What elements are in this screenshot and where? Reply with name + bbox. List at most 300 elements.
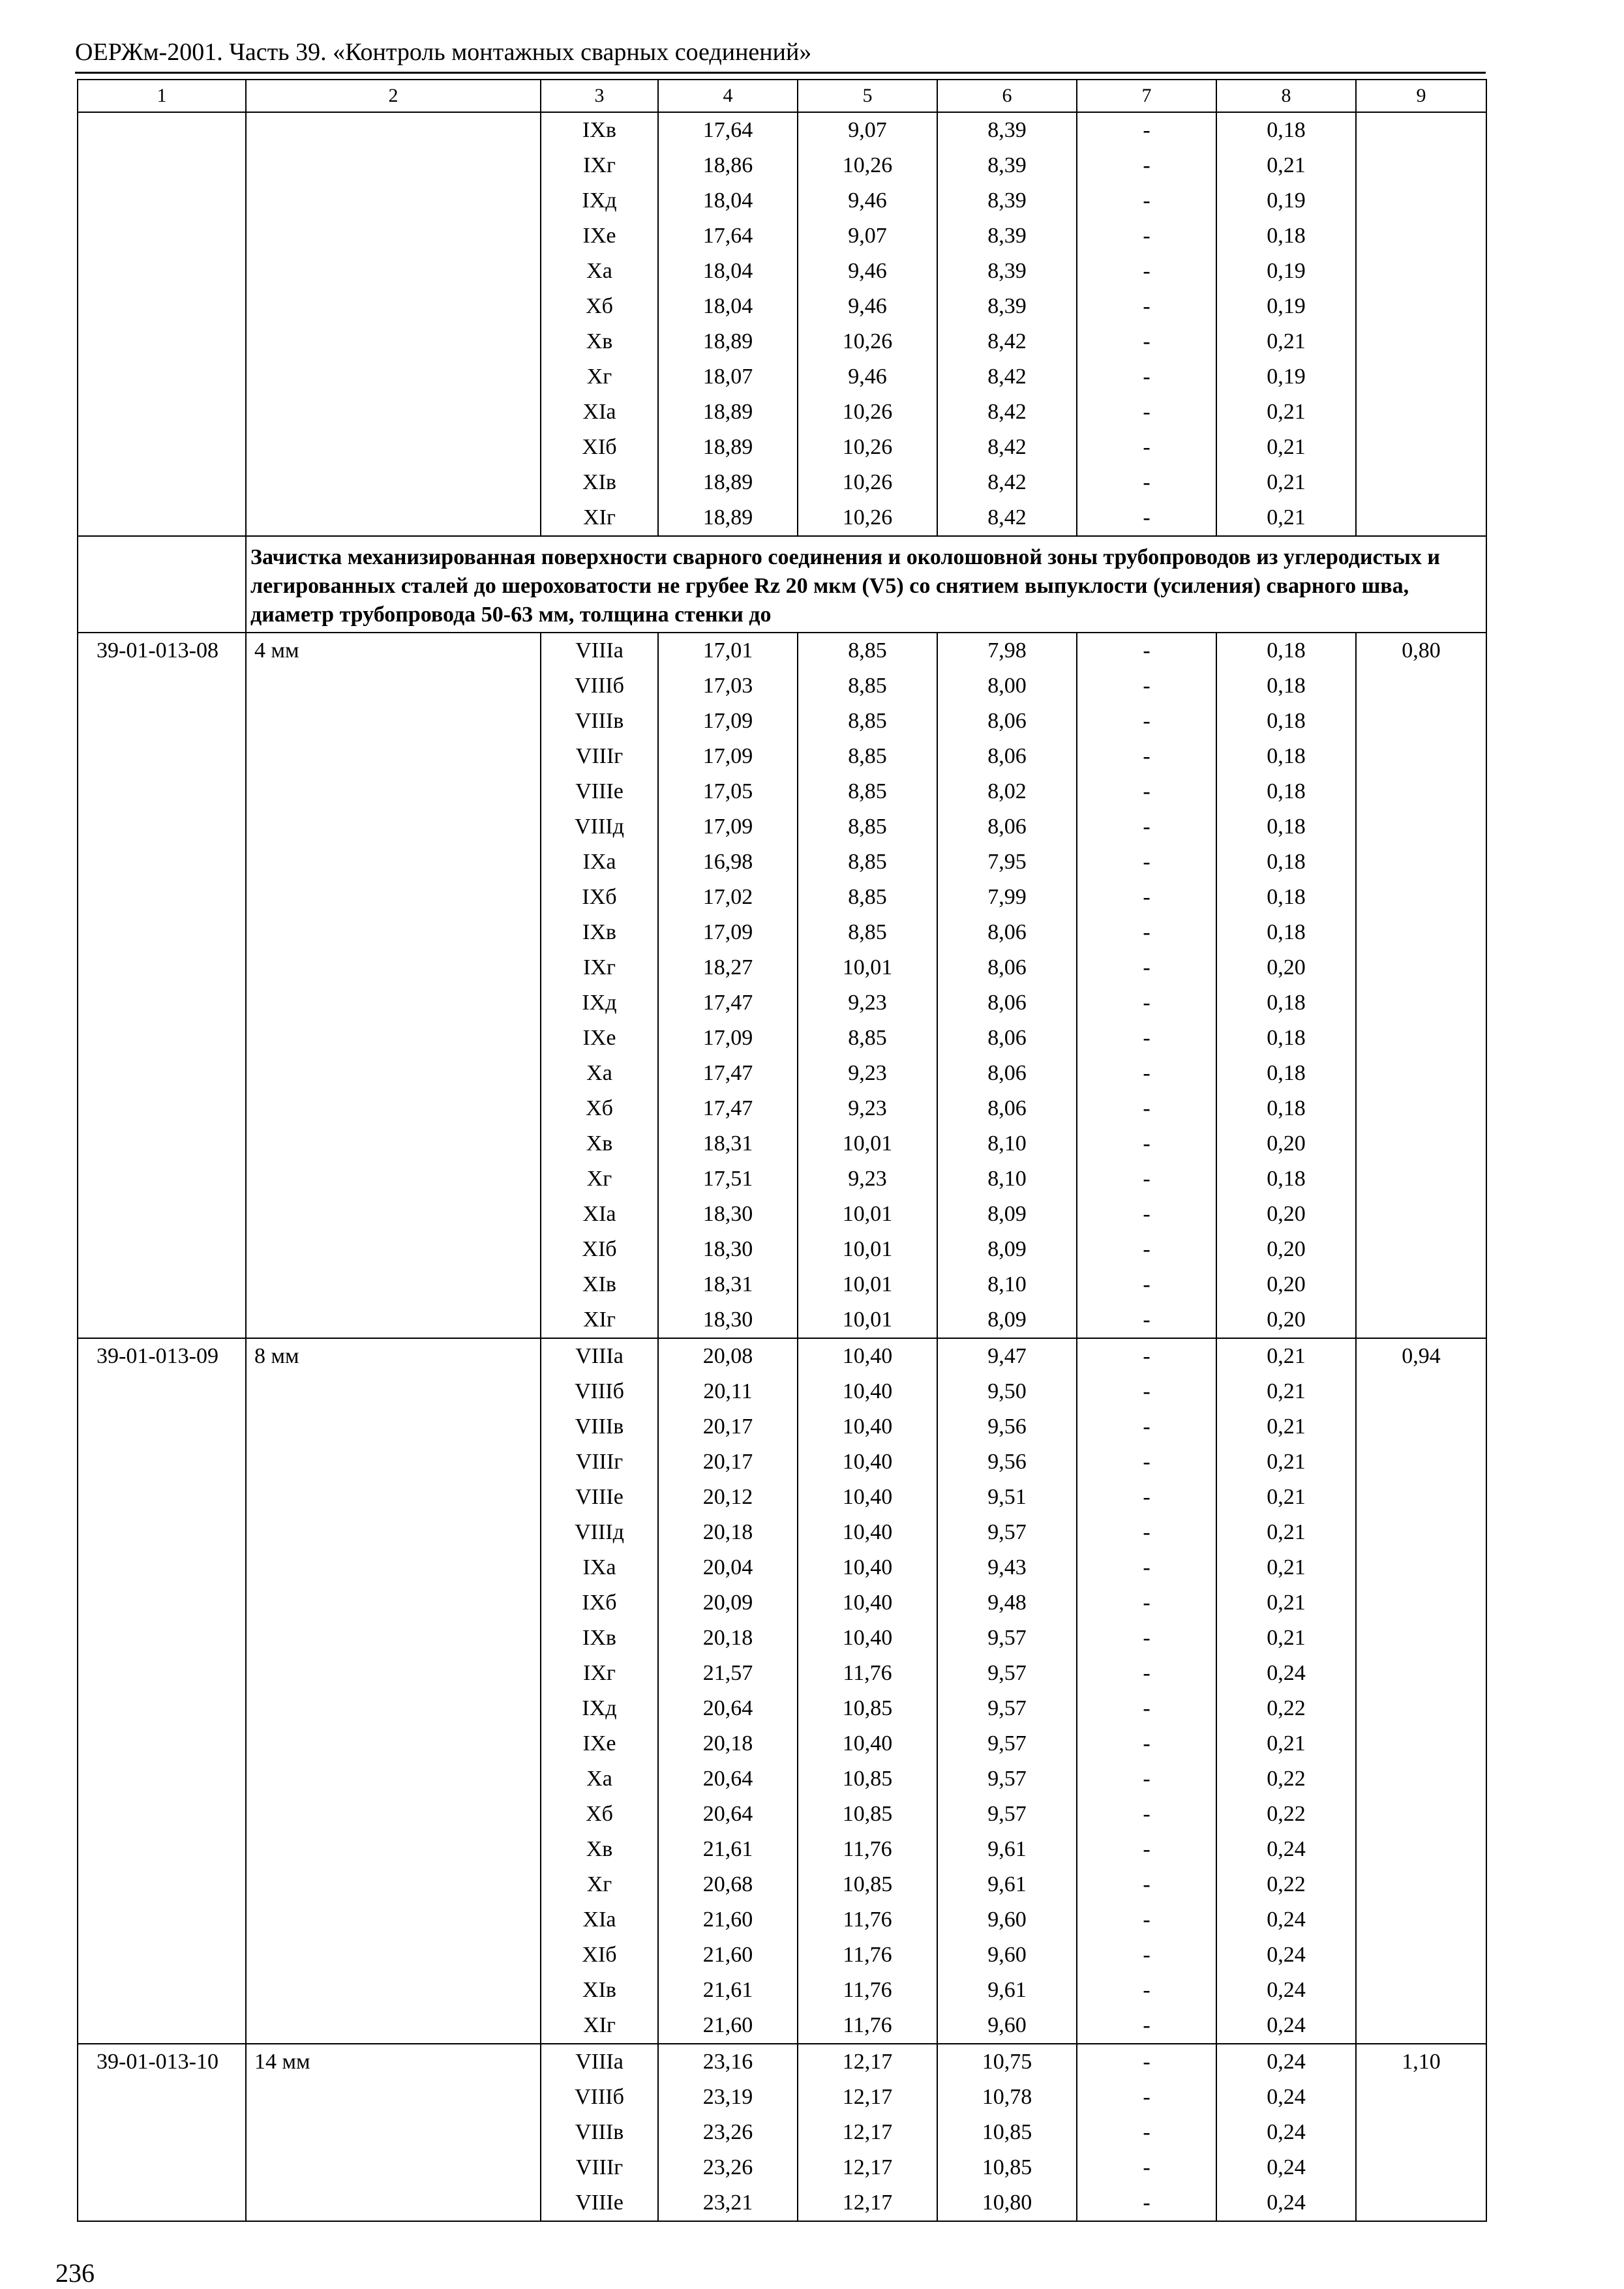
thickness-cell	[246, 218, 541, 254]
value-col4-cell: 20,64	[658, 1691, 798, 1726]
value-col6-cell: 9,51	[937, 1480, 1077, 1515]
code-cell	[78, 1056, 246, 1091]
value-col7-cell: -	[1077, 465, 1216, 500]
value-col7-cell: -	[1077, 1267, 1216, 1302]
column-number: 4	[658, 80, 798, 112]
code-cell	[78, 1797, 246, 1832]
value-col6-cell: 9,57	[937, 1621, 1077, 1656]
thickness-cell	[246, 1409, 541, 1444]
rates-table	[77, 79, 1487, 2222]
value-col4-cell: 18,89	[658, 430, 798, 465]
row-class-cell: XIa	[541, 1197, 658, 1232]
row-class-cell: XIг	[541, 2008, 658, 2044]
code-cell	[78, 112, 246, 148]
code-cell	[78, 1761, 246, 1797]
table-row	[78, 1197, 1486, 1232]
col9-cell	[1356, 1515, 1486, 1550]
value-col4-cell: 17,03	[658, 668, 798, 704]
value-col5-cell: 11,76	[798, 1937, 937, 1973]
table-row	[78, 809, 1486, 845]
value-col4-cell: 17,05	[658, 774, 798, 809]
value-col6-cell: 8,42	[937, 395, 1077, 430]
thickness-cell	[246, 2185, 541, 2221]
value-col4-cell: 20,68	[658, 1867, 798, 1902]
thickness-cell	[246, 1161, 541, 1197]
value-col4-cell: 17,51	[658, 1161, 798, 1197]
value-col5-cell: 10,40	[798, 1621, 937, 1656]
col9-cell	[1356, 880, 1486, 915]
table-row	[78, 1761, 1486, 1797]
code-cell	[78, 809, 246, 845]
table-row	[78, 1515, 1486, 1550]
value-col8-cell: 0,24	[1216, 1902, 1356, 1937]
row-class-cell: IXд	[541, 985, 658, 1021]
value-col4-cell: 18,86	[658, 148, 798, 183]
row-class-cell: VIIIa	[541, 633, 658, 668]
value-col6-cell: 9,61	[937, 1973, 1077, 2008]
thickness-cell	[246, 1550, 541, 1585]
table-row	[78, 1902, 1486, 1937]
header-rule	[75, 72, 1486, 74]
thickness-cell	[246, 1374, 541, 1409]
value-col7-cell: -	[1077, 1797, 1216, 1832]
value-col5-cell: 12,17	[798, 2150, 937, 2185]
value-col4-cell: 20,04	[658, 1550, 798, 1585]
thickness-cell	[246, 1691, 541, 1726]
thickness-cell: 8 мм	[246, 1338, 541, 1374]
value-col4-cell: 17,09	[658, 809, 798, 845]
value-col6-cell: 10,85	[937, 2150, 1077, 2185]
value-col4-cell: 17,47	[658, 1091, 798, 1126]
value-col4-cell: 17,02	[658, 880, 798, 915]
code-cell	[78, 183, 246, 218]
value-col6-cell: 8,10	[937, 1161, 1077, 1197]
value-col6-cell: 7,99	[937, 880, 1077, 915]
value-col7-cell: -	[1077, 1621, 1216, 1656]
value-col8-cell: 0,21	[1216, 1338, 1356, 1374]
value-col8-cell: 0,24	[1216, 2115, 1356, 2150]
table-row	[78, 465, 1486, 500]
table-row	[78, 1621, 1486, 1656]
value-col4-cell: 20,11	[658, 1374, 798, 1409]
col9-cell	[1356, 1691, 1486, 1726]
value-col7-cell: -	[1077, 950, 1216, 985]
value-col7-cell: -	[1077, 430, 1216, 465]
code-cell	[78, 1267, 246, 1302]
row-class-cell: VIIIе	[541, 774, 658, 809]
row-class-cell: IXд	[541, 183, 658, 218]
col9-cell	[1356, 112, 1486, 148]
value-col8-cell: 0,21	[1216, 1515, 1356, 1550]
value-col5-cell: 8,85	[798, 1021, 937, 1056]
value-col7-cell: -	[1077, 774, 1216, 809]
value-col4-cell: 17,09	[658, 739, 798, 774]
value-col4-cell: 18,04	[658, 183, 798, 218]
value-col6-cell: 10,80	[937, 2185, 1077, 2221]
value-col8-cell: 0,24	[1216, 2044, 1356, 2080]
value-col5-cell: 12,17	[798, 2115, 937, 2150]
value-col5-cell: 9,07	[798, 112, 937, 148]
value-col5-cell: 8,85	[798, 739, 937, 774]
code-cell	[78, 1726, 246, 1761]
value-col6-cell: 9,50	[937, 1374, 1077, 1409]
code-cell	[78, 1091, 246, 1126]
col9-cell	[1356, 1267, 1486, 1302]
code-cell	[78, 1902, 246, 1937]
value-col5-cell: 10,26	[798, 500, 937, 536]
value-col8-cell: 0,21	[1216, 500, 1356, 536]
value-col7-cell: -	[1077, 1126, 1216, 1161]
column-number: 6	[937, 80, 1077, 112]
value-col8-cell: 0,21	[1216, 430, 1356, 465]
value-col4-cell: 18,30	[658, 1197, 798, 1232]
col9-cell: 0,94	[1356, 1338, 1486, 1374]
value-col6-cell: 8,39	[937, 112, 1077, 148]
row-class-cell: IXб	[541, 1585, 658, 1621]
table-row	[78, 218, 1486, 254]
col9-cell	[1356, 183, 1486, 218]
row-class-cell: VIIIв	[541, 1409, 658, 1444]
table-row	[78, 148, 1486, 183]
row-class-cell: XIв	[541, 465, 658, 500]
code-cell	[78, 218, 246, 254]
row-class-cell: IXa	[541, 1550, 658, 1585]
table-row	[78, 1056, 1486, 1091]
row-class-cell: VIIIб	[541, 2080, 658, 2115]
value-col7-cell: -	[1077, 1021, 1216, 1056]
table-row	[78, 950, 1486, 985]
thickness-cell	[246, 2115, 541, 2150]
value-col7-cell: -	[1077, 1726, 1216, 1761]
row-class-cell: XIa	[541, 1902, 658, 1937]
col9-cell	[1356, 395, 1486, 430]
table-row	[78, 915, 1486, 950]
value-col6-cell: 9,47	[937, 1338, 1077, 1374]
row-class-cell: XIв	[541, 1267, 658, 1302]
value-col8-cell: 0,21	[1216, 1726, 1356, 1761]
value-col7-cell: -	[1077, 633, 1216, 668]
code-cell	[78, 1302, 246, 1338]
value-col8-cell: 0,24	[1216, 1656, 1356, 1691]
col9-cell	[1356, 359, 1486, 395]
table-row	[78, 1161, 1486, 1197]
table-body	[78, 80, 1486, 2221]
col9-cell	[1356, 289, 1486, 324]
thickness-cell	[246, 1232, 541, 1267]
thickness-cell	[246, 739, 541, 774]
col9-cell	[1356, 1021, 1486, 1056]
col9-cell	[1356, 1056, 1486, 1091]
thickness-cell	[246, 1902, 541, 1937]
thickness-cell	[246, 809, 541, 845]
table-row	[78, 359, 1486, 395]
col9-cell	[1356, 1867, 1486, 1902]
value-col6-cell: 8,42	[937, 430, 1077, 465]
value-col7-cell: -	[1077, 359, 1216, 395]
value-col6-cell: 8,39	[937, 289, 1077, 324]
thickness-cell	[246, 2150, 541, 2185]
thickness-cell	[246, 1973, 541, 2008]
value-col5-cell: 12,17	[798, 2080, 937, 2115]
value-col6-cell: 8,06	[937, 1056, 1077, 1091]
row-class-cell: VIIIд	[541, 809, 658, 845]
row-class-cell: XIa	[541, 395, 658, 430]
value-col5-cell: 10,01	[798, 1302, 937, 1338]
table-row	[78, 254, 1486, 289]
value-col7-cell: -	[1077, 880, 1216, 915]
col9-cell	[1356, 430, 1486, 465]
thickness-cell	[246, 112, 541, 148]
row-class-cell: IXг	[541, 950, 658, 985]
value-col5-cell: 11,76	[798, 1832, 937, 1867]
value-col8-cell: 0,18	[1216, 985, 1356, 1021]
value-col7-cell: -	[1077, 1480, 1216, 1515]
value-col4-cell: 21,60	[658, 1937, 798, 1973]
col9-cell	[1356, 1409, 1486, 1444]
value-col8-cell: 0,18	[1216, 112, 1356, 148]
row-class-cell: IXе	[541, 1726, 658, 1761]
value-col5-cell: 10,40	[798, 1374, 937, 1409]
value-col7-cell: -	[1077, 1302, 1216, 1338]
thickness-cell	[246, 1302, 541, 1338]
table-row	[78, 112, 1486, 148]
value-col7-cell: -	[1077, 500, 1216, 536]
column-number: 3	[541, 80, 658, 112]
value-col5-cell: 9,07	[798, 218, 937, 254]
value-col4-cell: 20,17	[658, 1409, 798, 1444]
value-col8-cell: 0,24	[1216, 2080, 1356, 2115]
value-col7-cell: -	[1077, 704, 1216, 739]
col9-cell	[1356, 2080, 1486, 2115]
value-col5-cell: 10,26	[798, 395, 937, 430]
value-col7-cell: -	[1077, 1585, 1216, 1621]
table-row	[78, 1409, 1486, 1444]
table-row	[78, 1973, 1486, 2008]
code-cell	[78, 324, 246, 359]
col9-cell	[1356, 324, 1486, 359]
table-row	[78, 1550, 1486, 1585]
value-col5-cell: 9,23	[798, 1056, 937, 1091]
column-number: 5	[798, 80, 937, 112]
col9-cell	[1356, 2150, 1486, 2185]
value-col7-cell: -	[1077, 1056, 1216, 1091]
row-class-cell: Xб	[541, 1091, 658, 1126]
code-cell	[78, 1621, 246, 1656]
thickness-cell	[246, 845, 541, 880]
code-cell	[78, 359, 246, 395]
value-col4-cell: 23,26	[658, 2150, 798, 2185]
value-col6-cell: 9,60	[937, 2008, 1077, 2044]
value-col5-cell: 8,85	[798, 668, 937, 704]
page-header: ОЕРЖм-2001. Часть 39. «Контроль монтажных сварных соединений»	[75, 38, 812, 66]
value-col7-cell: -	[1077, 183, 1216, 218]
col9-cell	[1356, 1302, 1486, 1338]
table-row	[78, 1338, 1486, 1374]
value-col7-cell: -	[1077, 218, 1216, 254]
code-cell	[78, 1515, 246, 1550]
thickness-cell	[246, 183, 541, 218]
value-col5-cell: 10,40	[798, 1515, 937, 1550]
code-cell	[78, 668, 246, 704]
value-col8-cell: 0,24	[1216, 2185, 1356, 2221]
value-col6-cell: 8,09	[937, 1197, 1077, 1232]
value-col7-cell: -	[1077, 2115, 1216, 2150]
row-class-cell: VIIIг	[541, 1444, 658, 1480]
value-col6-cell: 8,39	[937, 218, 1077, 254]
value-col6-cell: 8,02	[937, 774, 1077, 809]
code-cell	[78, 1585, 246, 1621]
col9-cell	[1356, 218, 1486, 254]
thickness-cell	[246, 1585, 541, 1621]
value-col5-cell: 8,85	[798, 845, 937, 880]
value-col4-cell: 18,07	[658, 359, 798, 395]
code-cell	[78, 1832, 246, 1867]
row-class-cell: Xa	[541, 1056, 658, 1091]
value-col6-cell: 8,09	[937, 1232, 1077, 1267]
value-col6-cell: 8,42	[937, 359, 1077, 395]
value-col6-cell: 9,60	[937, 1902, 1077, 1937]
row-class-cell: VIIIв	[541, 2115, 658, 2150]
col9-cell	[1356, 254, 1486, 289]
value-col5-cell: 10,40	[798, 1338, 937, 1374]
value-col4-cell: 16,98	[658, 845, 798, 880]
value-col8-cell: 0,24	[1216, 1832, 1356, 1867]
col9-cell	[1356, 500, 1486, 536]
value-col6-cell: 8,06	[937, 985, 1077, 1021]
value-col5-cell: 10,01	[798, 1232, 937, 1267]
value-col4-cell: 21,57	[658, 1656, 798, 1691]
col9-cell	[1356, 1832, 1486, 1867]
value-col4-cell: 21,61	[658, 1832, 798, 1867]
value-col8-cell: 0,18	[1216, 668, 1356, 704]
value-col6-cell: 10,85	[937, 2115, 1077, 2150]
table-row	[78, 1867, 1486, 1902]
value-col7-cell: -	[1077, 2185, 1216, 2221]
value-col4-cell: 23,21	[658, 2185, 798, 2221]
value-col5-cell: 10,85	[798, 1761, 937, 1797]
code-cell	[78, 739, 246, 774]
col9-cell	[1356, 1585, 1486, 1621]
value-col4-cell: 18,89	[658, 465, 798, 500]
value-col8-cell: 0,19	[1216, 254, 1356, 289]
row-class-cell: IXг	[541, 1656, 658, 1691]
col9-cell	[1356, 845, 1486, 880]
table-row	[78, 1832, 1486, 1867]
col9-cell	[1356, 1091, 1486, 1126]
value-col5-cell: 9,46	[798, 183, 937, 218]
thickness-cell	[246, 1937, 541, 1973]
value-col8-cell: 0,18	[1216, 915, 1356, 950]
value-col7-cell: -	[1077, 1515, 1216, 1550]
value-col7-cell: -	[1077, 289, 1216, 324]
value-col4-cell: 17,01	[658, 633, 798, 668]
value-col7-cell: -	[1077, 148, 1216, 183]
code-cell	[78, 148, 246, 183]
value-col7-cell: -	[1077, 1161, 1216, 1197]
value-col4-cell: 20,09	[658, 1585, 798, 1621]
section-title-row	[78, 536, 1486, 633]
value-col6-cell: 9,43	[937, 1550, 1077, 1585]
code-cell	[78, 1126, 246, 1161]
col9-cell	[1356, 465, 1486, 500]
col9-cell	[1356, 1902, 1486, 1937]
col9-cell	[1356, 1656, 1486, 1691]
value-col8-cell: 0,19	[1216, 359, 1356, 395]
value-col4-cell: 18,30	[658, 1302, 798, 1338]
code-cell: 39-01-013-08	[78, 633, 246, 668]
value-col4-cell: 18,04	[658, 289, 798, 324]
thickness-cell	[246, 880, 541, 915]
value-col7-cell: -	[1077, 1409, 1216, 1444]
value-col5-cell: 8,85	[798, 915, 937, 950]
table-row	[78, 1302, 1486, 1338]
code-cell	[78, 536, 246, 633]
code-cell	[78, 1197, 246, 1232]
value-col5-cell: 10,85	[798, 1867, 937, 1902]
value-col5-cell: 10,40	[798, 1444, 937, 1480]
col9-cell	[1356, 1550, 1486, 1585]
thickness-cell	[246, 1056, 541, 1091]
value-col6-cell: 9,57	[937, 1761, 1077, 1797]
value-col7-cell: -	[1077, 1550, 1216, 1585]
value-col7-cell: -	[1077, 1761, 1216, 1797]
row-class-cell: IXг	[541, 148, 658, 183]
table-row	[78, 1726, 1486, 1761]
value-col5-cell: 10,40	[798, 1726, 937, 1761]
code-cell	[78, 1550, 246, 1585]
value-col5-cell: 8,85	[798, 809, 937, 845]
value-col8-cell: 0,21	[1216, 1409, 1356, 1444]
row-class-cell: VIIIг	[541, 739, 658, 774]
value-col4-cell: 20,18	[658, 1515, 798, 1550]
value-col5-cell: 10,01	[798, 1126, 937, 1161]
row-class-cell: IXе	[541, 1021, 658, 1056]
code-cell	[78, 430, 246, 465]
value-col8-cell: 0,21	[1216, 1444, 1356, 1480]
value-col8-cell: 0,21	[1216, 1585, 1356, 1621]
value-col6-cell: 9,61	[937, 1832, 1077, 1867]
value-col6-cell: 7,98	[937, 633, 1077, 668]
thickness-cell	[246, 1480, 541, 1515]
value-col6-cell: 9,56	[937, 1444, 1077, 1480]
value-col8-cell: 0,21	[1216, 465, 1356, 500]
value-col5-cell: 10,26	[798, 430, 937, 465]
code-cell	[78, 1973, 246, 2008]
value-col6-cell: 8,39	[937, 254, 1077, 289]
value-col4-cell: 21,60	[658, 1902, 798, 1937]
value-col7-cell: -	[1077, 2044, 1216, 2080]
thickness-cell	[246, 500, 541, 536]
code-cell	[78, 1232, 246, 1267]
col9-cell	[1356, 774, 1486, 809]
thickness-cell	[246, 915, 541, 950]
row-class-cell: XIг	[541, 500, 658, 536]
thickness-cell	[246, 1091, 541, 1126]
value-col4-cell: 20,18	[658, 1726, 798, 1761]
column-number-row	[78, 80, 1486, 112]
code-cell	[78, 254, 246, 289]
thickness-cell	[246, 950, 541, 985]
thickness-cell	[246, 1867, 541, 1902]
table-row	[78, 880, 1486, 915]
value-col4-cell: 18,30	[658, 1232, 798, 1267]
table-row	[78, 1691, 1486, 1726]
code-cell: 39-01-013-09	[78, 1338, 246, 1374]
value-col4-cell: 17,09	[658, 915, 798, 950]
code-cell	[78, 2115, 246, 2150]
value-col6-cell: 8,09	[937, 1302, 1077, 1338]
value-col6-cell: 9,57	[937, 1656, 1077, 1691]
